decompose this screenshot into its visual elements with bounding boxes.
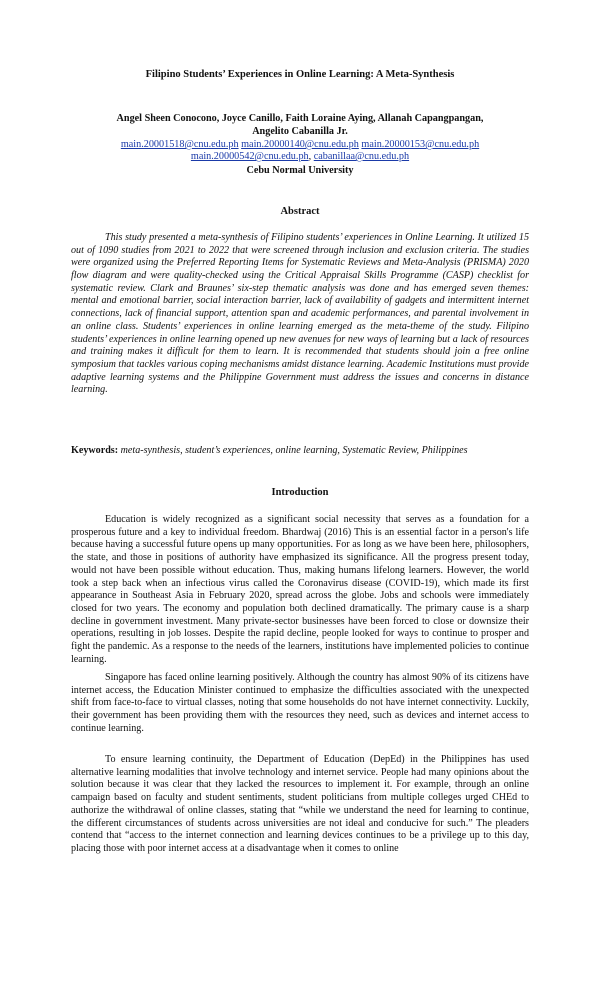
email-link-4[interactable]: main.20000542@cnu.edu.ph bbox=[190, 151, 309, 162]
keywords-text: meta-synthesis, student’s experiences, online learning, Systematic Review, Philippines bbox=[120, 445, 468, 456]
introduction-heading: Introduction bbox=[271, 487, 329, 498]
paper-title: Filipino Students’ Experiences in Online Learning: A Meta-Synthesis bbox=[145, 69, 455, 80]
keywords-label: Keywords: bbox=[71, 445, 119, 456]
email-separator: , bbox=[308, 151, 312, 162]
author-list bbox=[60, 113, 540, 138]
keywords-line bbox=[71, 445, 541, 456]
authors-line-1: Angel Sheen Conocono, Joyce Canillo, Faith Loraine Aying, Allanah Capangpangan, bbox=[116, 113, 484, 124]
email-link-5[interactable]: cabanillaa@cnu.edu.ph bbox=[313, 151, 410, 162]
intro-paragraph-3: To ensure learning continuity, the Department of Education (DepEd) in the Philippines has used alternative learning modalities that involve technology and internet service. People had many opinions about the solution because it was clear that they lacked the resources to implement it. For example, through an online campaign based on faculty and student sentiments, student politicians from multiple colleges urged CHEd to authorize the withdrawal of online classes, stating that “while we understand the need for learning to continue, the different circumstances of students across universities are not ideal and conducive for such.” The pleaders contend that “access to the internet connection and learning devices continues to be a privilege up to this day, placing those with poor internet access at a disadvantage when it comes to online bbox=[71, 754, 529, 854]
email-link-1[interactable]: main.20001518@cnu.edu.ph bbox=[120, 139, 239, 150]
abstract-text: This study presented a meta-synthesis of Filipino students’ experiences in Online Learning. It utilized 15 out of 1090 studies from 2021 to 2022 that were screened through inclusion and exclusion criteria. The studies were organized using the Preferred Reporting Items for Systematic Reviews and Meta-Analysis (PRISMA) 2020 flow diagram and were quality-checked using the Critical Appraisal Skills Programme (CASP) checklist for systematic review. Clark and Braunes’ six-step thematic analysis was done and has emerged seven themes: mental and emotional barrier, social interaction barrier, lack of availability of gadgets and intermittent internet connections, lack of financial support, attention span and academic performances, and parental involvement in an online class. Students’ experiences in online learning emerged as the meta-theme of the study. Filipino students’ experiences in online learning opened up new avenues for new ways of learning but a lack of resources and training makes it difficult for them to learn. It is recommended that students should join a free online symposium that tackles various coping mechanisms amidst distance learning. Academic Institutions must provide adaptive learning systems and the Philippine Government must address the issues and concerns in distance learning. bbox=[71, 232, 529, 396]
intro-paragraph-1: Education is widely recognized as a significant social necessity that serves as a foundation for a prosperous future and a key to individual freedom. Bhardwaj (2016) This is an essential factor in a person's life because having a successful future opens up many opportunities. For as long as we have been here, philosophers, the state, and those in positions of authority have emphasized its significance. All the progress present today, would not have been possible without education. Thus, making humans lifelong learners. However, the world took a step back when an infectious virus called the Coronavirus disease (COVID-19), which made its first appearance in Southeast Asia in February 2020, spread across the globe. Jobs and schools were immediately closed for two years. The economy and population both declined dramatically. The primary cause is a sharp decline in government investment. Many private-sector businesses have been forced to close or downsize their operations, resulting in job losses. Despite the rapid decline, people looked for ways to continue to prosper and fight the pandemic. As a response to the needs of the learners, institutions have implemented policies to continue learning. bbox=[71, 514, 529, 665]
abstract-heading: Abstract bbox=[280, 206, 320, 217]
email-link-3[interactable]: main.20000153@cnu.edu.ph bbox=[361, 139, 480, 150]
author-emails bbox=[60, 139, 540, 163]
email-link-2[interactable]: main.20000140@cnu.edu.ph bbox=[241, 139, 359, 150]
affiliation: Cebu Normal University bbox=[246, 165, 354, 176]
authors-line-2: Angelito Cabanilla Jr. bbox=[252, 125, 348, 137]
intro-paragraph-2: Singapore has faced online learning positively. Although the country has almost 90% of its citizens have internet access, the Education Minister continued to emphasize the difficulties associated with the unexpected shift from face-to-face to virtual classes, noting that some households do not have internet connectivity. Luckily, their government has been providing them with the resources they need, such as devices and internet access to continue learning. bbox=[71, 672, 529, 734]
